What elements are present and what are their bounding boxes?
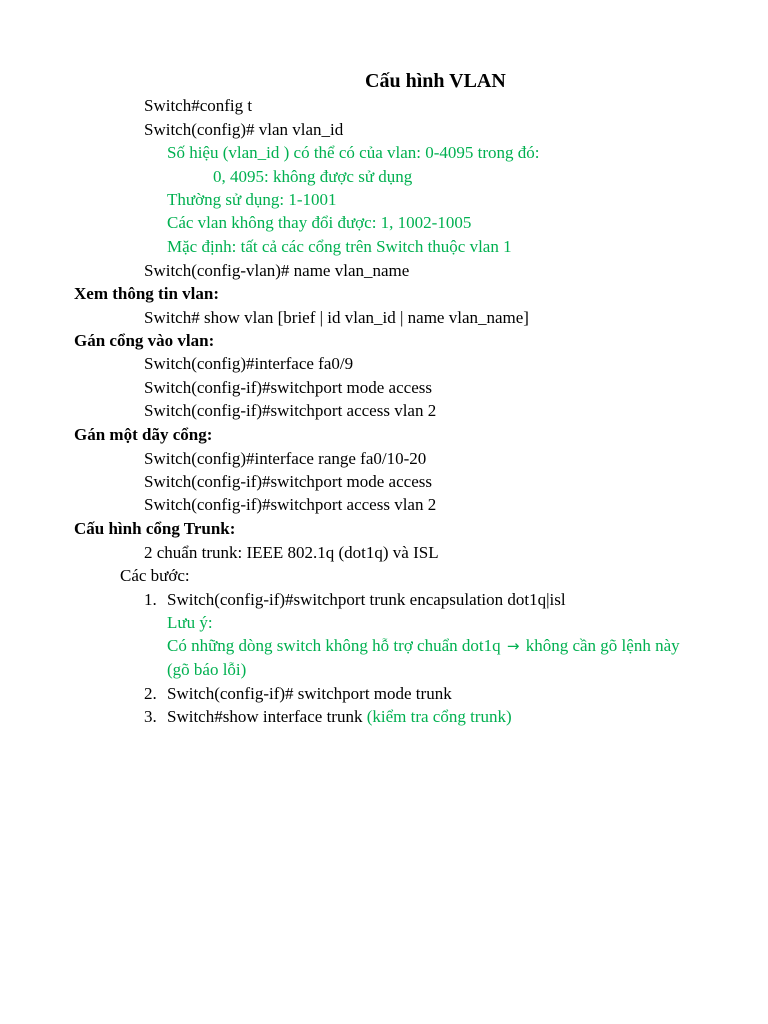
text-line: Các bước:: [120, 566, 190, 585]
note-text: (kiểm tra cổng trunk): [366, 707, 512, 726]
text-line: 2 chuẩn trunk: IEEE 802.1q (dot1q) và ISL: [144, 543, 439, 562]
command-line: Switch(config)#interface fa0/9: [144, 354, 354, 373]
command-line: Switch(config-if)#switchport access vlan 2: [144, 401, 437, 420]
note-line: Các vlan không thay đổi được: 1, 1002-1005: [167, 213, 472, 232]
note-line: Thường sử dụng: 1-1001: [167, 190, 337, 209]
command-line: Switch(config-if)#switchport mode access: [144, 472, 432, 491]
command-line: Switch(config-if)# switchport mode trunk: [167, 684, 452, 703]
section-heading: Gán một dãy cổng:: [74, 425, 213, 444]
right-arrow-icon: →: [506, 637, 520, 655]
note-text: không cần gõ lệnh này: [525, 636, 680, 655]
command-line: Switch(config-if)#switchport mode access: [144, 378, 432, 397]
page-title: Cấu hình VLAN: [365, 70, 506, 92]
command-text: Switch#show interface trunk: [167, 707, 363, 726]
section-heading: Cấu hình cổng Trunk:: [74, 519, 236, 538]
note-label: Lưu ý:: [167, 613, 213, 632]
command-line: Switch(config)#interface range fa0/10-20: [144, 449, 427, 468]
list-number: 3.: [144, 707, 157, 726]
section-heading: Gán cổng vào vlan:: [74, 331, 215, 350]
note-text: Có những dòng switch không hỗ trợ chuẩn dot1q: [167, 636, 501, 655]
command-line: Switch(config-if)#switchport trunk encapsulation dot1q|isl: [167, 590, 566, 609]
command-line: Switch(config-vlan)# name vlan_name: [144, 261, 410, 280]
command-line: Switch# show vlan [brief | id vlan_id | name vlan_name]: [144, 308, 529, 327]
list-number: 2.: [144, 684, 157, 703]
list-number: 1.: [144, 590, 157, 609]
note-line: Số hiệu (vlan_id ) có thể có của vlan: 0-4095 trong đó:: [167, 143, 540, 162]
note-line: Mặc định: tất cả các cổng trên Switch thuộc vlan 1: [167, 237, 512, 256]
section-heading: Xem thông tin vlan:: [74, 284, 219, 303]
note-line: [167, 635, 680, 657]
command-line: Switch(config)# vlan vlan_id: [144, 120, 344, 139]
command-line: Switch#config t: [144, 96, 253, 115]
note-line: 0, 4095: không được sử dụng: [213, 167, 413, 186]
command-line: Switch(config-if)#switchport access vlan 2: [144, 495, 437, 514]
command-line: [167, 706, 512, 728]
note-line: (gõ báo lỗi): [167, 660, 247, 679]
